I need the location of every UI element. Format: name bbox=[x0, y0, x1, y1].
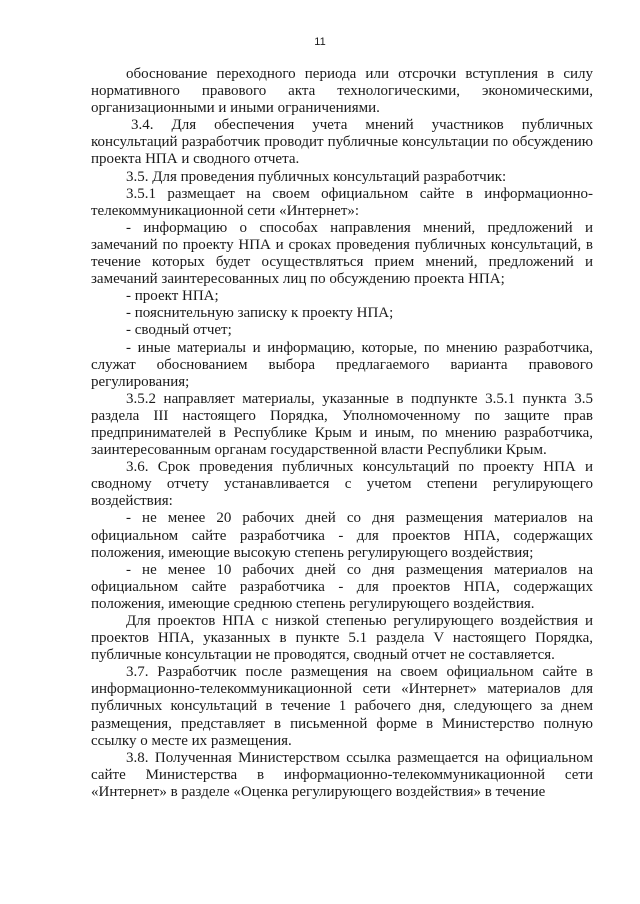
list-item-20-days: - не менее 20 рабочих дней со дня размещения материалов на официальном сайте разработчика - для проектов НПА, содержащих положения, имеющие высокую степень регулирующего воздействия; bbox=[91, 510, 593, 561]
list-item-10-days: - не менее 10 рабочих дней со дня размещения материалов на официальном сайте разработчика - для проектов НПА, содержащих положения, имеющие среднюю степень регулирующего воздействия. bbox=[91, 561, 593, 612]
list-item-explanatory-note: - пояснительную записку к проекту НПА; bbox=[126, 305, 394, 322]
page-number: 11 bbox=[314, 36, 326, 48]
list-item-information: - информацию о способах направления мнений, предложений и замечаний по проекту НПА и сроках проведения публичных консультаций, в течение которых будет осуществляться прием мнений, предложений и замечаний заинтересованных лиц по обсуждению проекта НПА; bbox=[91, 219, 593, 288]
paragraph-3-5: 3.5. Для проведения публичных консультаций разработчик: bbox=[126, 168, 507, 185]
paragraph-low-impact: Для проектов НПА с низкой степенью регулирующего воздействия и проектов НПА, указанных в пункте 5.1 раздела V настоящего Порядка, публичные консультации не проводятся, сводный отчет не составляется. bbox=[91, 613, 593, 664]
paragraph-3-5-2: 3.5.2 направляет материалы, указанные в подпункте 3.5.1 пункта 3.5 раздела III настоящего Порядка, Уполномоченному по защите прав предпринимателей в Республике Крым и иным, по мнению разработчика, заинтересованным органам государственной власти Республики Крым. bbox=[91, 390, 593, 459]
document-body bbox=[91, 66, 593, 801]
paragraph-3-7: 3.7. Разработчик после размещения на своем официальном сайте в информационно-телекоммуникационной сети «Интернет» материалов для публичных консультаций в течение 1 рабочего дня, следующего за днем размещения, представляет в письменной форме в Министерство полную ссылку о месте их размещения. bbox=[91, 664, 593, 749]
paragraph-3-8: 3.8. Полученная Министерством ссылка размещается на официальном сайте Министерства в информационно-телекоммуникационной сети «Интернет» в разделе «Оценка регулирующего воздействия» в течение bbox=[91, 749, 593, 800]
list-item-summary-report: - сводный отчет; bbox=[126, 322, 232, 339]
paragraph-3-4: 3.4. Для обеспечения учета мнений участников публичных консультаций разработчик проводит публичные консультации по обсуждению проекта НПА и сводного отчета. bbox=[91, 117, 593, 168]
paragraph-3-5-1: 3.5.1 размещает на своем официальном сайте в информационно-телекоммуникационной сети «Интернет»: bbox=[91, 185, 593, 219]
paragraph-continuation: обоснование переходного периода или отсрочки вступления в силу нормативного правового акта технологическими, экономическими, организационными и иными ограничениями. bbox=[91, 66, 593, 117]
list-item-other-materials: - иные материалы и информацию, которые, по мнению разработчика, служат обоснованием выбора предлагаемого варианта правового регулирования; bbox=[91, 339, 593, 390]
list-item-draft: - проект НПА; bbox=[126, 288, 219, 305]
paragraph-3-6: 3.6. Срок проведения публичных консультаций по проекту НПА и сводному отчету устанавливается с учетом степени регулирующего воздействия: bbox=[91, 459, 593, 510]
